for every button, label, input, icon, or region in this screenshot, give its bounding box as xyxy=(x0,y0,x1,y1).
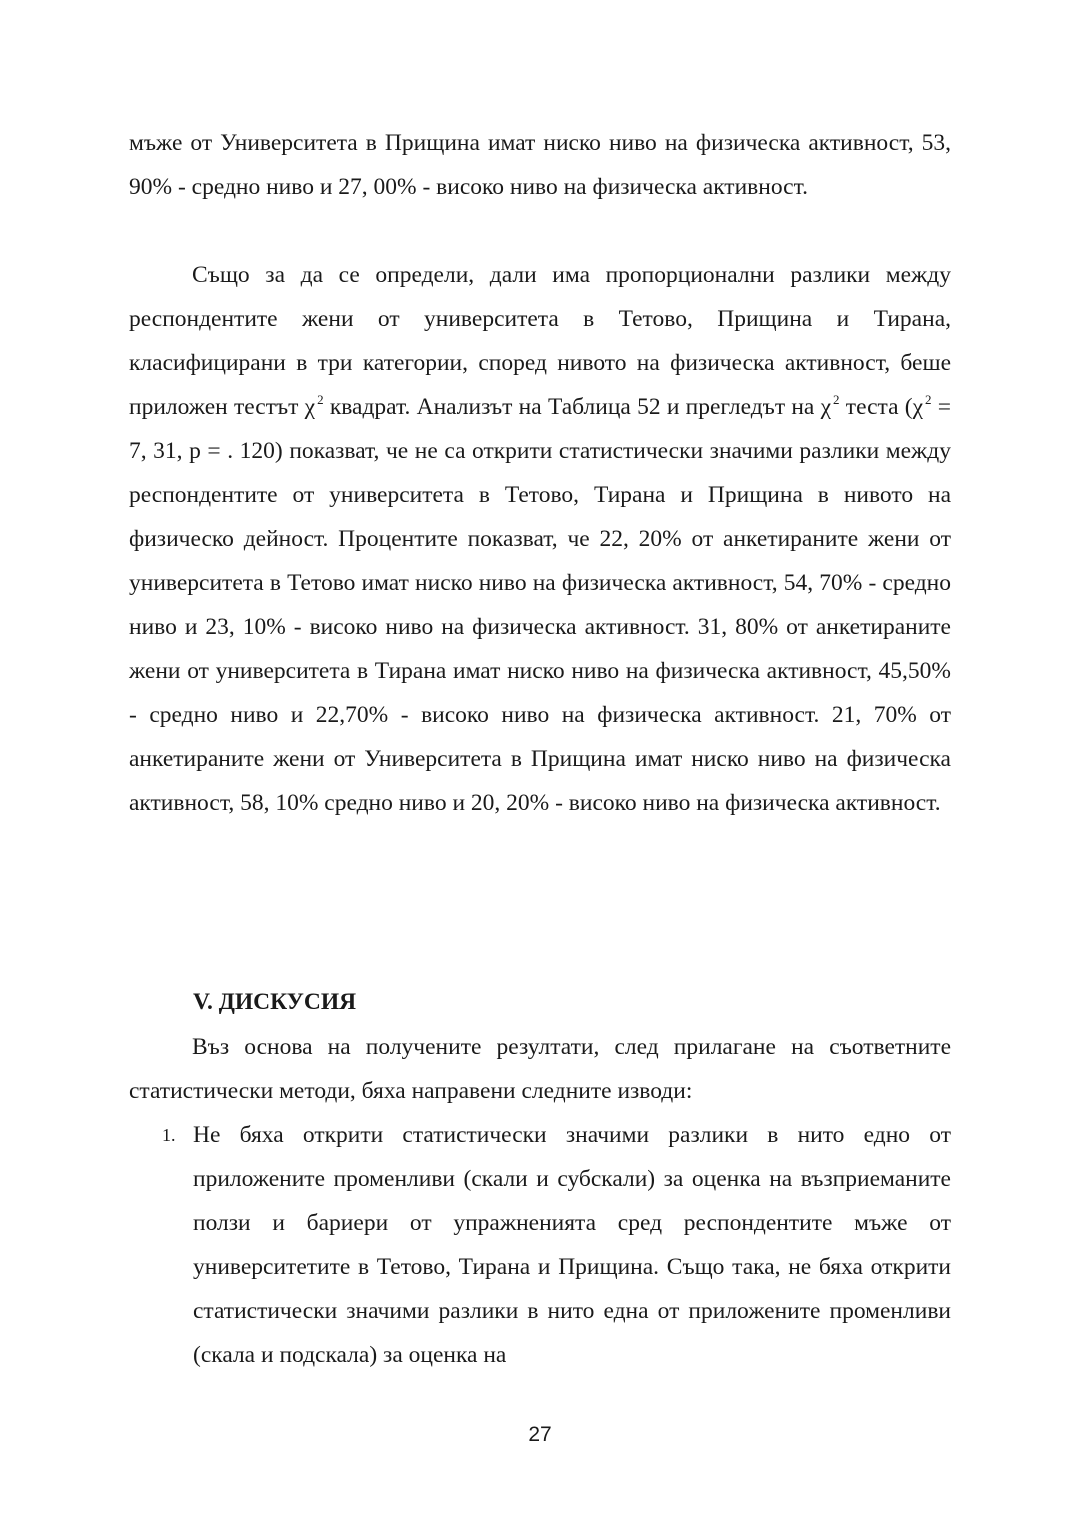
paragraph-chi-square-women xyxy=(129,253,951,825)
superscript: 2 xyxy=(317,392,324,407)
paragraph-continuation xyxy=(129,121,951,209)
conclusions-list xyxy=(129,1113,951,1377)
paragraph-discussion-intro xyxy=(129,1025,951,1113)
superscript: 2 xyxy=(924,392,932,407)
section-heading: V. ДИСКУСИЯ xyxy=(193,989,357,1015)
superscript: 2 xyxy=(833,392,840,407)
text-segment: Също за да се определи, дали има пропорционални разлики между респондентите жени от университета в Тетово, Прищина и Тирана, класифицирани в три категории, според нивото на физическа активност, беше приложен тестът χ xyxy=(129,262,951,420)
paragraph-text: мъже от Университета в Прищина имат ниско ниво на физическа активност, 53, 90% - средно ниво и 27, 00% - високо ниво на физическа активност. xyxy=(129,130,951,200)
text-segment: = 7, 31, p = . 120) показват, че не са открити статистически значими разлики между респондентите от университета в Тетово, Тирана и Прищина в нивото на физическо дейност. Процентите показват, че 22, 20% от анкетираните жени от университета в Тетово имат ниско ниво на физическа активност, 54, 70% - средно ниво и 23, 10% - високо ниво на физическа активност. 31, 80% от анкетираните жени от университета в Тирана имат ниско ниво на физическа активност, 45,50% - средно ниво и 22,70% - високо ниво на физическа активност. 21, 70% от анкетираните жени от Университета в Прищина имат ниско ниво на физическа активност, 58, 10% средно ниво и 20, 20% - високо ниво на физическа активност. xyxy=(129,394,952,816)
page-number: 27 xyxy=(528,1423,552,1446)
list-number: 1. xyxy=(162,1125,176,1145)
paragraph-text: Въз основа на получените резултати, след прилагане на съответните статистически методи, бяха направени следните изводи: xyxy=(129,1034,951,1104)
text-segment: квадрат. Анализът на Таблица 52 и прегледът на χ xyxy=(329,394,832,420)
text-segment: теста (χ xyxy=(845,394,924,420)
paragraph-text xyxy=(129,253,951,825)
list-item-text: Не бяха открити статистически значими разлики в нито едно от приложените променливи (скали и субскали) за оценка на възприеманите ползи и бариери от упражненията сред респондентите мъже от университетите в Тетово, Тирана и Прищина. Също така, не бяха открити статистически значими разлики в нито една от приложените променливи (скала и подскала) за оценка на xyxy=(193,1122,951,1368)
list-item xyxy=(129,1113,951,1377)
